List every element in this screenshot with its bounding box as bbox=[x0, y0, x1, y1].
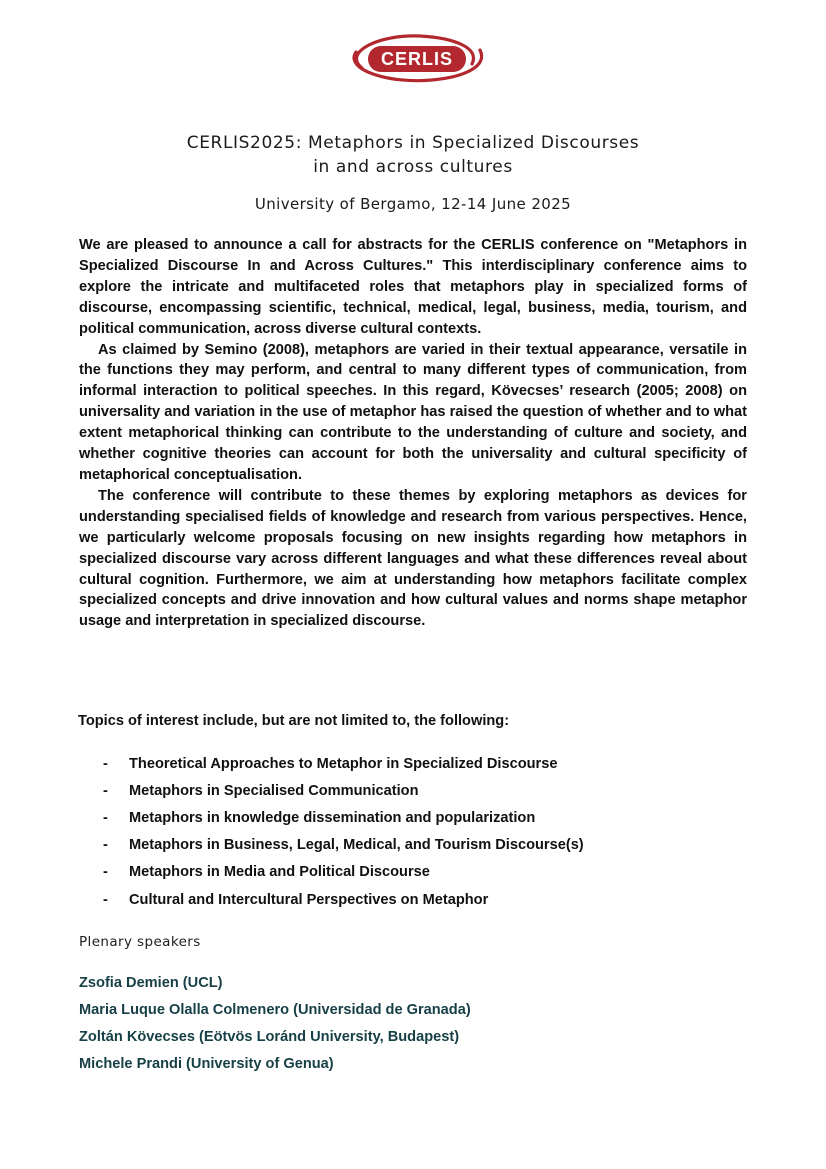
topic-text: Theoretical Approaches to Metaphor in Specialized Discourse bbox=[129, 755, 558, 772]
bullet-dash: - bbox=[103, 837, 108, 854]
speaker-item: Michele Prandi (University of Genua) bbox=[79, 1056, 334, 1073]
bullet-dash: - bbox=[103, 755, 108, 772]
topic-text: Metaphors in knowledge dissemination and popularization bbox=[129, 809, 536, 826]
topics-intro: Topics of interest include, but are not limited to, the following: bbox=[78, 713, 510, 729]
topic-text: Metaphors in Specialised Communication bbox=[129, 782, 419, 799]
bullet-dash: - bbox=[103, 891, 108, 908]
bullet-dash: - bbox=[103, 809, 108, 826]
call-text bbox=[79, 235, 747, 632]
list-item bbox=[103, 750, 584, 777]
bullet-dash: - bbox=[103, 864, 108, 881]
venue-date: University of Bergamo, 12-14 June 2025 bbox=[254, 195, 572, 213]
topics-list bbox=[103, 750, 584, 913]
topic-text: Cultural and Intercultural Perspectives on Metaphor bbox=[129, 891, 489, 908]
plenary-heading: Plenary speakers bbox=[79, 934, 201, 950]
list-item bbox=[103, 804, 584, 831]
topic-text: Metaphors in Media and Political Discourse bbox=[129, 864, 430, 881]
page-title bbox=[0, 131, 826, 179]
speaker-item: Zoltán Kövecses (Eötvös Loránd University, Budapest) bbox=[79, 1028, 460, 1045]
speaker-item: Maria Luque Olalla Colmenero (Universidad de Granada) bbox=[79, 1001, 471, 1018]
speaker-item: Zsofia Demien (UCL) bbox=[79, 974, 223, 991]
title-line-1: CERLIS2025: Metaphors in Specialized Discourses bbox=[186, 133, 640, 153]
list-item bbox=[103, 859, 584, 886]
list-item bbox=[103, 886, 584, 913]
bullet-dash: - bbox=[103, 782, 108, 799]
logo-text: CERLIS bbox=[380, 49, 454, 69]
cerlis-logo bbox=[340, 30, 490, 86]
speakers-list bbox=[79, 969, 471, 1078]
paragraph-themes: The conference will contribute to these themes by exploring metaphors as devices for understanding specialised fields of knowledge and research from various perspectives. Hence, we particularly welcome proposals focusing on new insights regarding how metaphors in specialized discourse vary across different languages and what these differences reveal about cultural cognition. Furthermore, we aim at understanding how metaphors facilitate complex specialized concepts and drive innovation and how cultural values and norms shape metaphor usage and interpretation in specialized discourse. bbox=[79, 487, 747, 630]
paragraph-semino: As claimed by Semino (2008), metaphors are varied in their textual appearance, versatile in the functions they may perform, and central to many different types of communication, from informal interaction to political speeches. In this regard, Kövecses’ research (2005; 2008) on universality and variation in the use of metaphor has raised the question of whether and to what extent metaphorical thinking can contribute to the understanding of culture and society, and whether cognitive theories can account for both the universality and cultural specificity of metaphorical conceptualisation. bbox=[79, 341, 747, 483]
list-item bbox=[103, 777, 584, 804]
list-item bbox=[103, 832, 584, 859]
title-line-2: in and across cultures bbox=[313, 157, 513, 177]
topic-text: Metaphors in Business, Legal, Medical, and Tourism Discourse(s) bbox=[129, 837, 584, 854]
paragraph-intro: We are pleased to announce a call for abstracts for the CERLIS conference on "Metaphors in Specialized Discourse In and Across Cultures." This interdisciplinary conference aims to explore the intricate and multifaceted roles that metaphors play in specialized forms of discourse, encompassing scientific, technical, medical, legal, business, media, tourism, and political communication, across diverse cultural contexts. bbox=[79, 237, 747, 337]
